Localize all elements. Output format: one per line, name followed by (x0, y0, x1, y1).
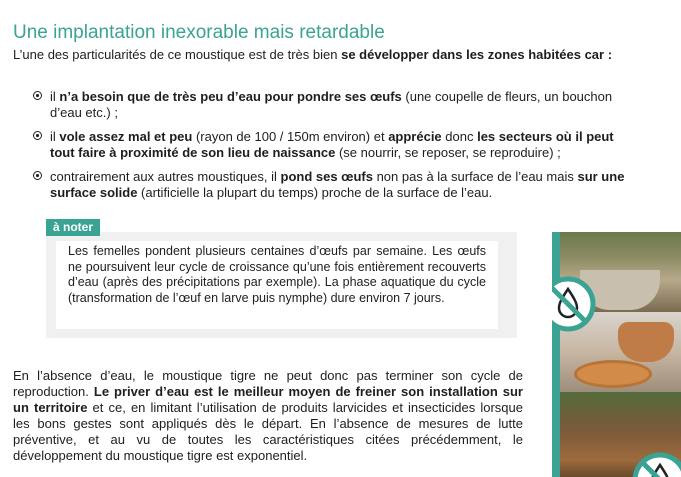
body-text: et ce, en limitant l’utilisation de produits larvicides et insecticides lorsque les bons gestes sont appliqués dès le départ. En l’absence de mesures de lutte préventive, et au vu de toutes les caractéristiques citées précédemment, le développement du moustique tigre est exponentiel. (13, 400, 523, 463)
bullet-text: contrairement aux autres moustiques, il (50, 169, 281, 184)
pot-shape (618, 322, 674, 362)
list-item (13, 169, 631, 201)
photo-strip (552, 232, 681, 477)
bullet-list (13, 89, 631, 209)
bullet-bold: apprécie (388, 129, 442, 144)
bullet-text: non pas à la surface de l’eau mais (372, 169, 578, 184)
body-text: En l’absence d’eau, le moustique tigre ne peut donc pas terminer son cycle de reproduction. (13, 368, 523, 399)
body-bold: Le priver d’eau est le meilleur moyen de freiner son installation sur un territoire (13, 384, 523, 415)
bullet-bold: n’a besoin que de très peu d’eau pour pondre ses œufs (59, 89, 402, 104)
bullet-text: (rayon de 100 / 150m environ) et (192, 129, 389, 144)
bullet-circle-icon (33, 171, 42, 180)
intro-bold: se développer dans les zones habitées car : (341, 47, 613, 62)
bullet-circle-icon (33, 131, 42, 140)
bullet-circle-icon (33, 91, 42, 100)
list-item (13, 129, 631, 161)
intro-paragraph (13, 47, 623, 63)
bullet-bold: pond ses œufs (280, 169, 373, 184)
dish-shape (574, 360, 652, 388)
no-water-drop-icon (632, 452, 681, 477)
no-water-drop-icon (552, 276, 596, 332)
bullet-text: il (50, 129, 60, 144)
bullet-bold: vole assez mal et peu (59, 129, 193, 144)
accent-bar (552, 232, 560, 477)
intro-text: L’une des particularités de ce moustique est de très bien (13, 47, 342, 62)
note-tag: à noter (46, 219, 100, 236)
bullet-bold: sur une surface solide (50, 169, 625, 200)
bullet-text: (artificielle la plupart du temps) proche de la surface de l’eau. (137, 185, 493, 200)
bullet-bold: les secteurs où il peut tout faire à proximité de son lieu de naissance (50, 129, 614, 160)
page-title: Une implantation inexorable mais retardable (13, 21, 385, 43)
body-paragraph (13, 368, 523, 464)
note-text: Les femelles pondent plusieurs centaines d’œufs par semaine. Les œufs ne poursuivent leur cycle de croissance qu’une fois entièrement recouverts d’eau (après des précipitations par exemple). La phase aquatique du cycle (transformation de l’œuf en larve puis nymphe) dure environ 7 jours. (68, 244, 486, 305)
list-item (13, 89, 631, 121)
bullet-text: (une coupelle de fleurs, un bouchon d’eau etc.) ; (50, 89, 613, 120)
bullet-text: (se nourrir, se reposer, se reproduire) ; (335, 145, 561, 160)
bullet-text: il (50, 89, 60, 104)
bullet-text: donc (441, 129, 478, 144)
